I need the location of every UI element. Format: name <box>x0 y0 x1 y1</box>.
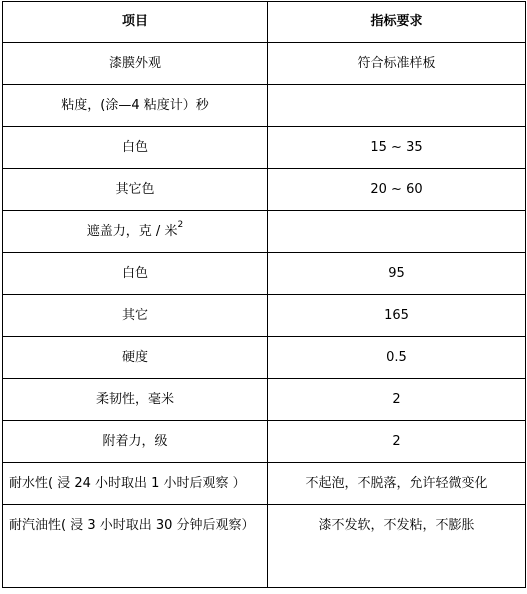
item-text: 遮盖力，克 / 米 <box>86 223 178 239</box>
table-row <box>3 463 526 505</box>
requirement-cell: 15 ~ 35 <box>268 127 526 169</box>
table-row <box>3 421 526 463</box>
requirement-cell: 2 <box>268 379 526 421</box>
item-cell: 柔韧性，毫米 <box>3 379 268 421</box>
table-row <box>3 85 526 127</box>
table-row <box>3 253 526 295</box>
requirement-cell <box>268 85 526 127</box>
item-cell: 漆膜外观 <box>3 43 268 85</box>
item-cell: 硬度 <box>3 337 268 379</box>
requirement-cell: 漆不发软，不发粘，不膨胀 <box>268 505 526 588</box>
requirement-cell: 符合标准样板 <box>268 43 526 85</box>
requirement-cell <box>268 211 526 253</box>
requirement-cell: 20 ~ 60 <box>268 169 526 211</box>
spec-table <box>2 1 526 588</box>
table-row <box>3 169 526 211</box>
item-cell <box>3 211 268 253</box>
header-requirement: 指标要求 <box>268 2 526 43</box>
item-cell: 白色 <box>3 253 268 295</box>
requirement-cell: 165 <box>268 295 526 337</box>
item-cell: 粘度，(涂—4 粘度计）秒 <box>3 85 268 127</box>
table-row <box>3 337 526 379</box>
item-cell: 附着力，级 <box>3 421 268 463</box>
table-row <box>3 127 526 169</box>
item-cell: 耐汽油性( 浸 3 小时取出 30 分钟后观察） <box>3 505 268 588</box>
item-cell: 耐水性( 浸 24 小时取出 1 小时后观察 ） <box>3 463 268 505</box>
requirement-cell: 2 <box>268 421 526 463</box>
requirement-cell: 不起泡，不脱落，允许轻微变化 <box>268 463 526 505</box>
table-row <box>3 43 526 85</box>
table-row <box>3 295 526 337</box>
item-cell: 其它色 <box>3 169 268 211</box>
header-item: 项目 <box>3 2 268 43</box>
table-row <box>3 211 526 253</box>
requirement-cell: 0.5 <box>268 337 526 379</box>
table-row <box>3 505 526 588</box>
requirement-cell: 95 <box>268 253 526 295</box>
table-header-row <box>3 2 526 43</box>
table-row <box>3 379 526 421</box>
item-cell: 其它 <box>3 295 268 337</box>
superscript: 2 <box>177 220 184 231</box>
item-cell: 白色 <box>3 127 268 169</box>
